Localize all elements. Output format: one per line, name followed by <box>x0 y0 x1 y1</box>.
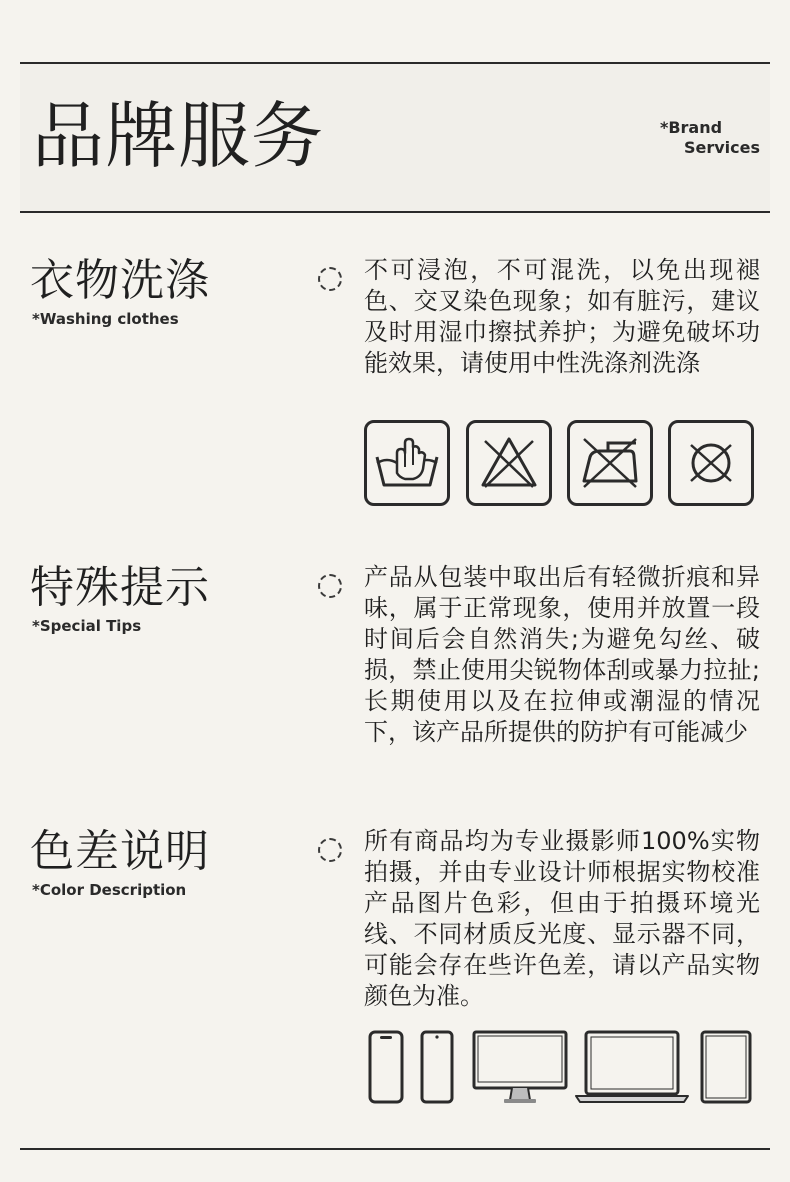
care-icons <box>364 420 756 506</box>
section-text: 产品从包装中取出后有轻微折痕和异味，属于正常现象，使用并放置一段时间后会自然消失;为避免勾丝、破损，禁止使用尖锐物体刮或暴力拉扯;长期使用以及在拉伸或潮湿的情况下，该产品所提供的防护有可能减少 <box>364 563 760 746</box>
phone-icon <box>368 1030 404 1104</box>
section-title: 色差说明 <box>30 826 210 877</box>
subtitle-line-2: Services <box>683 138 760 157</box>
page-subtitle <box>660 118 760 158</box>
hand-wash-icon <box>364 420 450 506</box>
section-title: 特殊提示 <box>30 562 210 613</box>
subtitle-line-1: *Brand <box>659 118 723 137</box>
section-subtitle: *Special Tips <box>32 617 142 635</box>
section-subtitle: *Color Description <box>32 881 187 899</box>
phone-icon <box>420 1030 454 1104</box>
laptop-icon <box>574 1030 690 1104</box>
do-not-bleach-icon <box>466 420 552 506</box>
dashed-circle-bullet-icon <box>318 267 342 291</box>
section-title: 衣物洗涤 <box>30 255 210 306</box>
dashed-circle-bullet-icon <box>318 838 342 862</box>
tablet-icon <box>700 1030 752 1104</box>
bottom-divider <box>20 1148 770 1150</box>
device-icons <box>364 1030 756 1106</box>
page-title: 品牌服务 <box>32 94 325 178</box>
brand-header <box>20 62 770 213</box>
do-not-tumble-dry-icon <box>668 420 754 506</box>
desktop-monitor-icon <box>472 1030 568 1104</box>
do-not-iron-icon <box>567 420 653 506</box>
dashed-circle-bullet-icon <box>318 574 342 598</box>
section-text: 所有商品均为专业摄影师100%实物拍摄，并由专业设计师根据实物校准产品图片色彩，但由于拍摄环境光线、不同材质反光度、显示器不同，可能会存在些许色差，请以产品实物颜色为准。 <box>364 827 760 1010</box>
section-subtitle: *Washing clothes <box>32 310 179 328</box>
section-text: 不可浸泡，不可混洗，以免出现褪色、交叉染色现象；如有脏污，建议及时用湿巾擦拭养护；为避免破坏功能效果，请使用中性洗涤剂洗涤 <box>364 256 760 377</box>
